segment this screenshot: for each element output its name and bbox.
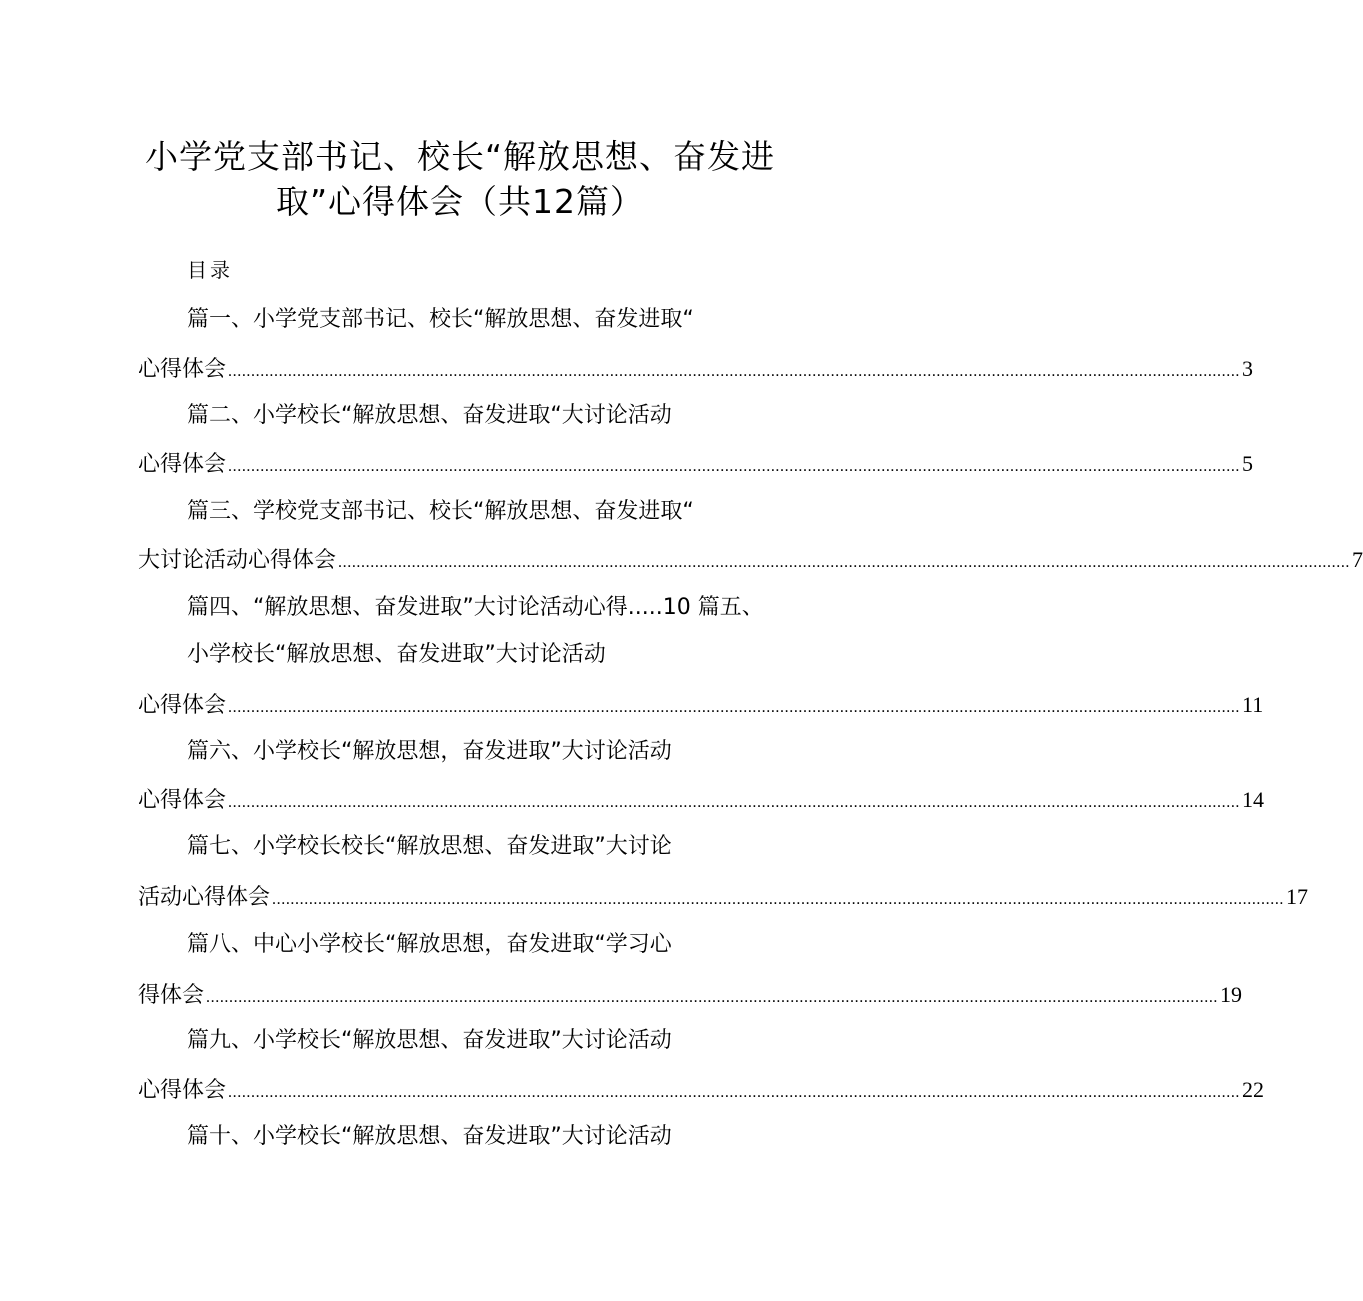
toc-entry-7-page: 17: [1286, 884, 1309, 909]
dot-leader: ............................................................................................................................................................................................................................: [272, 891, 1285, 908]
dot-leader: ............................................................................................................................................................................................................................: [206, 989, 1219, 1006]
dot-leader: ............................................................................................................................................................................................................................: [338, 554, 1351, 571]
toc-entry-6-page: 14: [1242, 787, 1265, 812]
toc-entry-2-title[interactable]: 篇二、小学校长“解放思想、奋发进取“大讨论活动: [187, 403, 672, 428]
toc-entry-10-title[interactable]: 篇十、小学校长“解放思想、奋发进取”大讨论活动: [187, 1124, 672, 1149]
toc-entry-3-leader[interactable]: [138, 545, 1363, 575]
toc-entry-5-page: 11: [1242, 692, 1264, 717]
dot-leader: ............................................................................................................................................................................................................................: [228, 1084, 1241, 1101]
toc-entry-4-title[interactable]: 篇四、“解放思想、奋发进取”大讨论活动心得.....10 篇五、: [187, 595, 764, 620]
document-title-line-2: 取”心得体会（共12篇）: [275, 182, 645, 221]
toc-entry-2-page: 5: [1242, 451, 1254, 476]
dot-leader: ............................................................................................................................................................................................................................: [228, 699, 1241, 716]
toc-entry-3-title-cont: 大讨论活动心得体会: [138, 548, 337, 573]
dot-leader: ............................................................................................................................................................................................................................: [228, 458, 1241, 475]
toc-entry-7-title-cont: 活动心得体会: [138, 885, 271, 910]
toc-entry-5-title-cont: 心得体会: [138, 693, 227, 718]
toc-entry-1-title[interactable]: 篇一、小学党支部书记、校长“解放思想、奋发进取“: [187, 307, 694, 332]
toc-entry-6-title[interactable]: 篇六、小学校长“解放思想，奋发进取”大讨论活动: [187, 739, 672, 764]
toc-entry-2-leader[interactable]: [138, 449, 1254, 479]
toc-entry-6-leader[interactable]: [138, 785, 1265, 815]
toc-entry-8-page: 19: [1220, 982, 1243, 1007]
toc-heading: 目录: [187, 258, 233, 282]
toc-entry-1-page: 3: [1242, 356, 1254, 381]
dot-leader: ............................................................................................................................................................................................................................: [228, 363, 1241, 380]
toc-entry-5-leader[interactable]: [138, 690, 1264, 720]
toc-entry-3-title[interactable]: 篇三、学校党支部书记、校长“解放思想、奋发进取“: [187, 499, 694, 524]
toc-entry-5-title[interactable]: 小学校长“解放思想、奋发进取”大讨论活动: [187, 642, 606, 667]
toc-entry-8-title[interactable]: 篇八、中心小学校长“解放思想，奋发进取“学习心: [187, 932, 672, 957]
toc-entry-1-leader[interactable]: [138, 354, 1254, 384]
toc-entry-3-page: 7: [1352, 547, 1363, 572]
toc-entry-7-title[interactable]: 篇七、小学校长校长“解放思想、奋发进取”大讨论: [187, 834, 672, 859]
toc-entry-9-page: 22: [1242, 1077, 1265, 1102]
toc-entry-9-title-cont: 心得体会: [138, 1078, 227, 1103]
document-title-line-1: 小学党支部书记、校长“解放思想、奋发进: [144, 137, 776, 176]
toc-entry-8-title-cont: 得体会: [138, 983, 205, 1008]
toc-entry-7-leader[interactable]: [138, 882, 1309, 912]
toc-entry-6-title-cont: 心得体会: [138, 788, 227, 813]
toc-entry-9-leader[interactable]: [138, 1075, 1265, 1105]
toc-entry-2-title-cont: 心得体会: [138, 452, 227, 477]
toc-entry-9-title[interactable]: 篇九、小学校长“解放思想、奋发进取”大讨论活动: [187, 1028, 672, 1053]
toc-entry-8-leader[interactable]: [138, 980, 1243, 1010]
toc-entry-1-title-cont: 心得体会: [138, 357, 227, 382]
dot-leader: ............................................................................................................................................................................................................................: [228, 794, 1241, 811]
